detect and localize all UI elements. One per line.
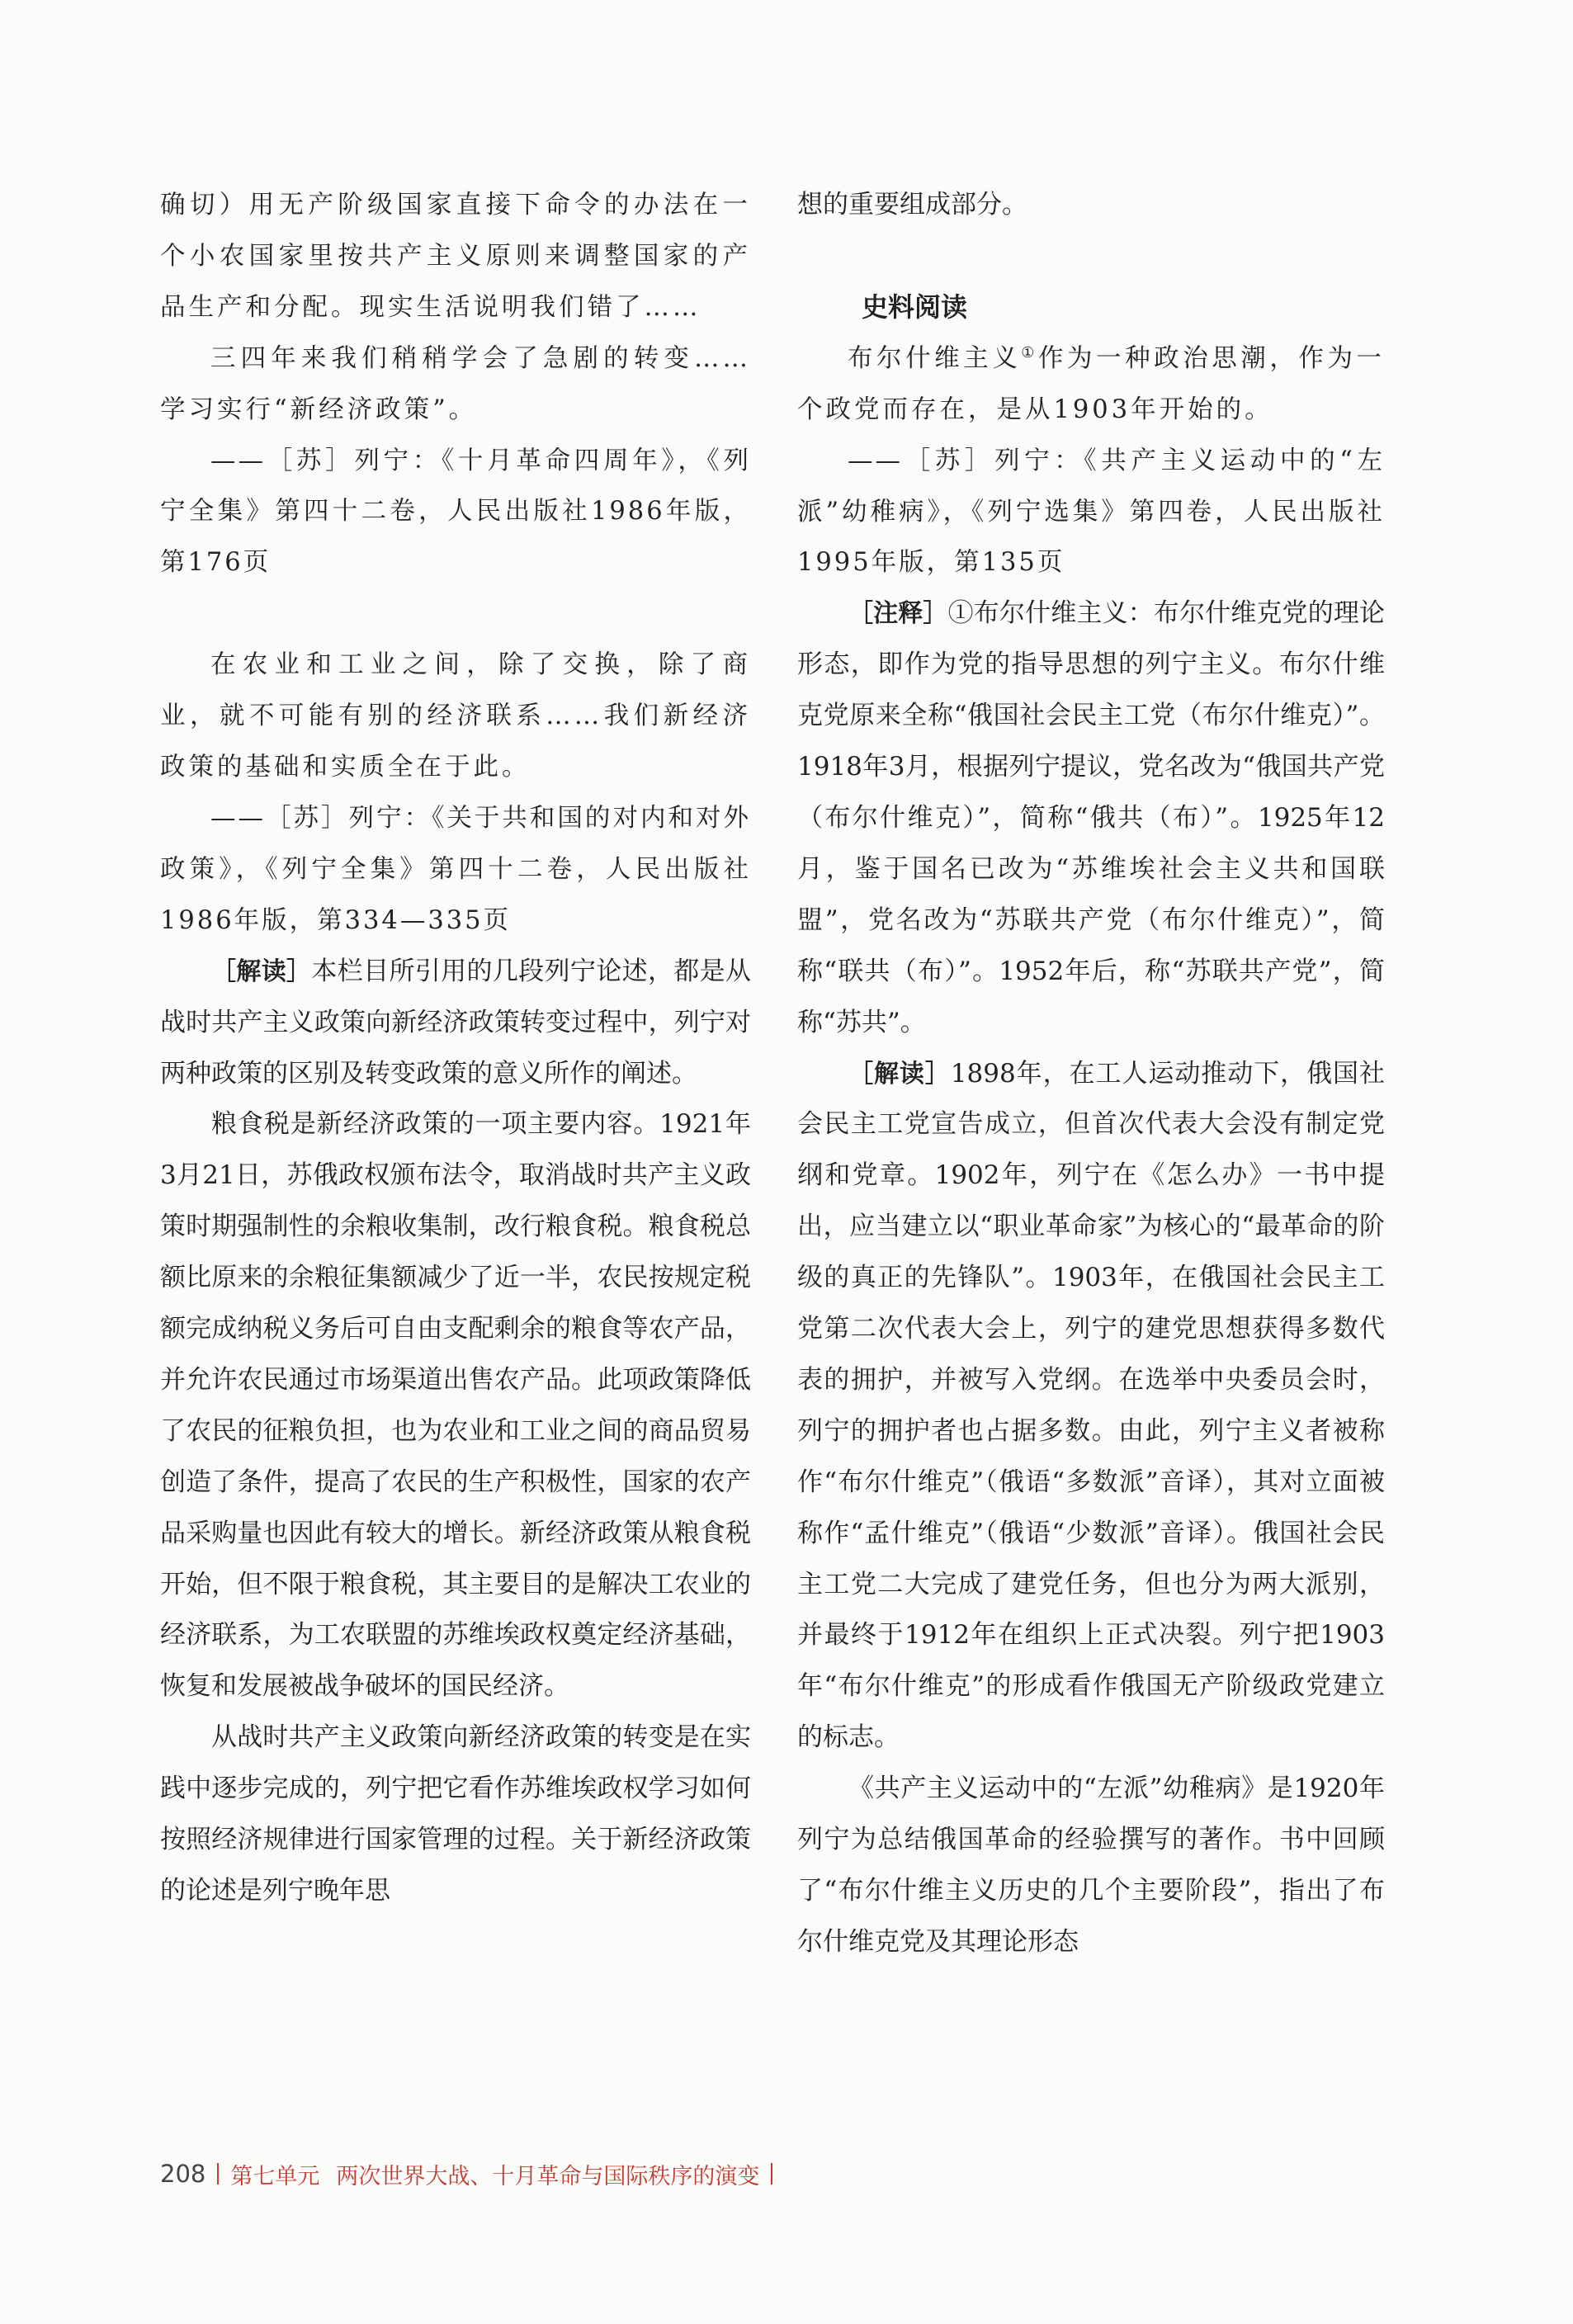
right-column — [797, 180, 1385, 1968]
body-paragraph: 想的重要组成部分。 — [797, 190, 1027, 220]
interpretation-text: 本栏目所引用的几段列宁论述，都是从战时共产主义政策向新经济政策转变过程中，列宁对两种政策的区别及转变政策的意义所作的阐述。 — [160, 956, 752, 1089]
quote-paragraph: 三四年来我们稍稍学会了急剧的转变……学习实行“新经济政策”。 — [160, 343, 751, 424]
quote-paragraph: 确切）用无产阶级国家直接下命令的办法在一个小农国家里按共产主义原则来调整国家的产品生产和分配。现实生活说明我们错了…… — [160, 191, 751, 322]
note-text: ①布尔什维主义：布尔什维克党的理论形态，即作为党的指导思想的列宁主义。布尔什维克党原来全称“俄国社会民主工党（布尔什维克）”。1918年3月，根据列宁提议，党名改为“俄国共产党（布尔什维克）”，简称“俄共（布）”。1925年12月，鉴于国名已改为“苏维埃社会主义共和国联盟”，党名改为“苏联共产党（布尔什维克）”，简称“联共（布）”。1952年后，称“苏联共产党”，简称“苏共”。 — [797, 598, 1386, 1037]
body-paragraph: 粮食税是新经济政策的一项主要内容。1921年3月21日，苏俄政权颁布法令，取消战时共产主义政策时期强制性的余粮收集制，改行粮食税。粮食税总额比原来的余粮征集额减少了近一半，农民按规定税额完成纳税义务后可自由支配剩余的粮食等农产品，并允许农民通过市场渠道出售农产品。此项政策降低了农民的征粮负担，也为农业和工业之间的商品贸易创造了条件，提高了农民的生产积极性，国家的农产品采购量也因此有较大的增长。新经济政策从粮食税开始，但不限于粮食税，其主要目的是解决工农业的经济联系，为工农联盟的苏维埃政权奠定经济基础，恢复和发展被战争破坏的国民经济。 — [160, 1109, 752, 1702]
footnote-marker: ① — [1021, 343, 1038, 361]
body-paragraph: 从战时共产主义政策向新经济政策的转变是在实践中逐步完成的，列宁把它看作苏维埃政权学习如何按照经济规律进行国家管理的过程。关于新经济政策的论述是列宁晚年思 — [160, 1722, 751, 1906]
quote-citation: ——［苏］列宁：《关于共和国的对内和对外政策》，《列宁全集》第四十二卷，人民出版社1986年版，第334—335页 — [160, 803, 751, 935]
quote-paragraph: 在农业和工业之间，除了交换，除了商业，就不可能有别的经济联系……我们新经济政策的基础和实质全在于此。 — [160, 650, 751, 782]
quote-paragraph — [797, 333, 1385, 436]
interpretation-tag: ［解读］ — [848, 1059, 951, 1089]
interpretation-text: 1898年，在工人运动推动下，俄国社会民主工党宣告成立，但首次代表大会没有制定党纲和党章。1902年，列宁在《怎么办》一书中提出，应当建立以“职业革命家”为核心的“最革命的阶级的真正的先锋队”。1903年，在俄国社会民主工党第二次代表大会上，列宁的建党思想获得多数代表的拥护，并被写入党纲。在选举中央委员会时，列宁的拥护者也占据多数。由此，列宁主义者被称作“布尔什维克”（俄语“多数派”音译），其对立面被称作“孟什维克”（俄语“少数派”音译）。俄国社会民主工党二大完成了建党任务，但也分为两大派别，并最终于1912年在组织上正式决裂。列宁把1903年“布尔什维克”的形成看作俄国无产阶级政党建立的标志。 — [797, 1058, 1385, 1753]
interpretation-paragraph — [160, 947, 751, 1100]
footer-divider — [217, 2163, 219, 2185]
footer-divider — [771, 2163, 772, 2185]
unit-title: 两次世界大战、十月革命与国际秩序的演变 — [336, 2163, 760, 2189]
quote-citation: ——［苏］列宁：《十月革命四周年》，《列宁全集》第四十二卷，人民出版社1986年版，第176页 — [160, 446, 751, 578]
interpretation-paragraph — [797, 1049, 1385, 1764]
quote-citation: ——［苏］列宁：《共产主义运动中的“左派”幼稚病》，《列宁选集》第四卷，人民出版社1995年版，第135页 — [797, 446, 1385, 578]
note-paragraph — [797, 588, 1385, 1048]
page-footer — [160, 2157, 772, 2190]
spacer — [160, 588, 751, 640]
note-tag: ［注释］ — [848, 599, 948, 629]
page-number: 208 — [160, 2160, 206, 2188]
interpretation-tag: ［解读］ — [211, 957, 312, 986]
body-paragraph: 《共产主义运动中的“左派”幼稚病》是1920年列宁为总结俄国革命的经验撰写的著作。书中回顾了“布尔什维主义历史的几个主要阶段”，指出了布尔什维克党及其理论形态 — [797, 1774, 1385, 1957]
unit-label: 第七单元 — [230, 2163, 320, 2189]
left-column — [160, 180, 751, 1917]
section-title: 史料阅读 — [862, 290, 968, 323]
spacer — [797, 231, 1385, 282]
quote-text: 布尔什维主义 — [848, 343, 1022, 373]
quote-text: 作为一种政治思潮，作为一个政党而存在，是从1903年开始的。 — [797, 343, 1386, 424]
